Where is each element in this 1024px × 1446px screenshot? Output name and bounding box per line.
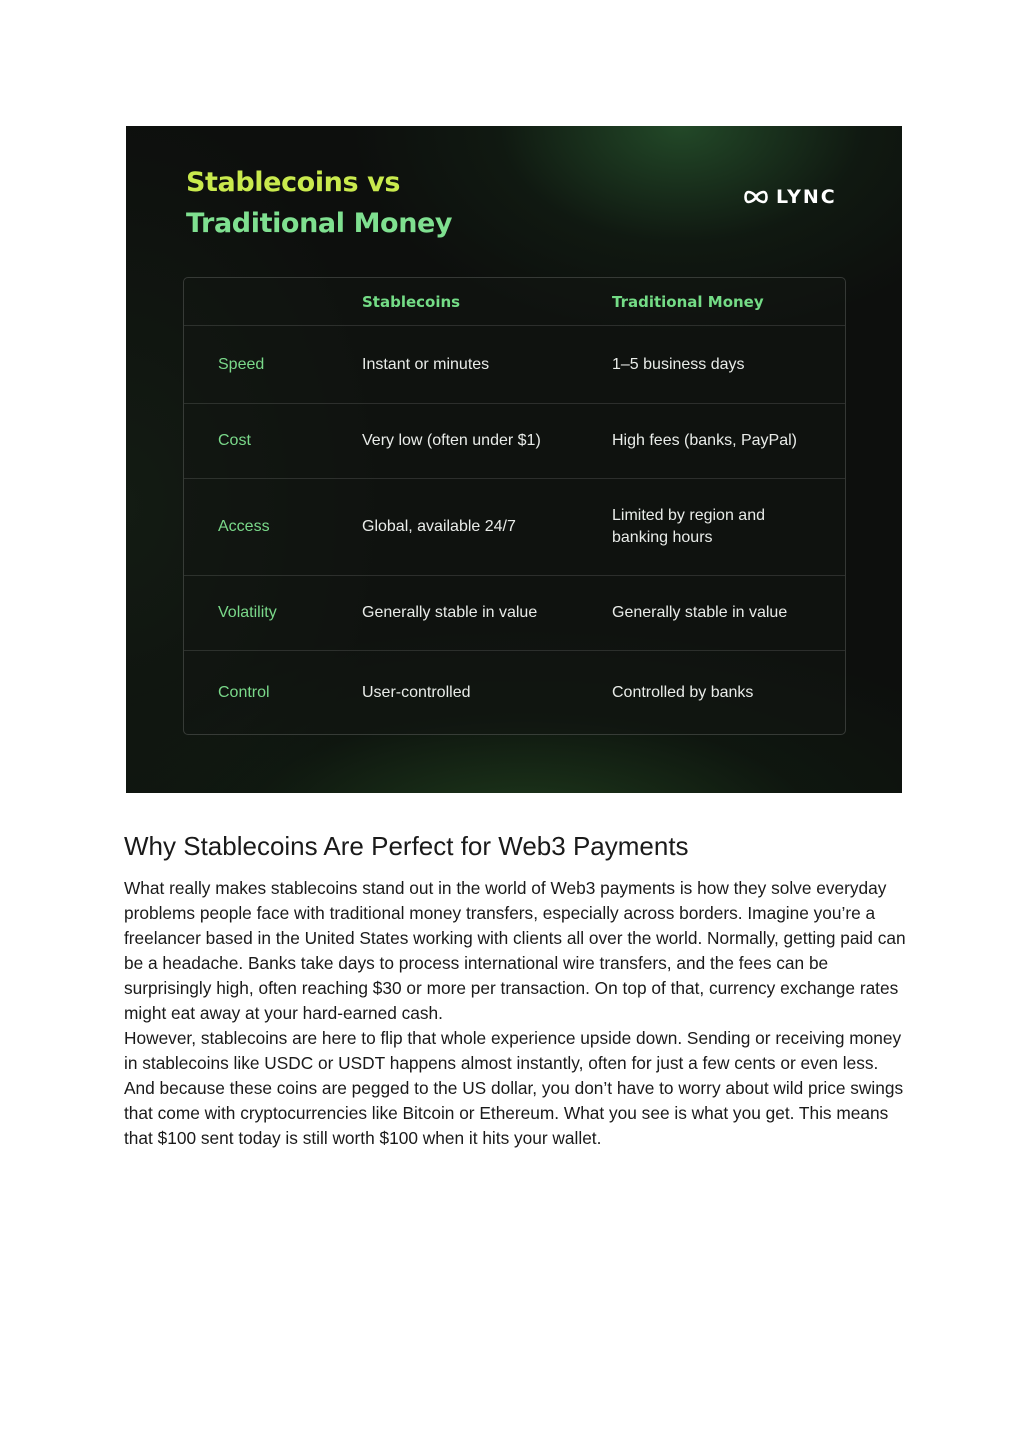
paragraph: What really makes stablecoins stand out in the world of Web3 payments is how they solve everyday problems people face with traditional money transfers, especially across borders. Imagine you’re a freelancer based in the United States working with clients all over the world. Normally, getting paid can be a headache. Banks take days to process international wire transfers, and the fees can be surprisingly high, often reaching $30 or more per transaction. On top of that, currency exchange rates might eat away at your hard-earned cash. (124, 878, 906, 1023)
paragraph: However, stablecoins are here to flip that whole experience upside down. Sending or receiving money in stablecoins like USDC or USDT happens almost instantly, often for just a few cents or even less. And because these coins are pegged to the US dollar, you don’t have to worry about wild price swings that come with cryptocurrencies like Bitcoin or Ethereum. What you see is what you get. This means that $100 sent today is still worth $100 when it hits your wallet. (124, 1028, 904, 1148)
traditional-cell: High fees (banks, PayPal) (612, 432, 797, 449)
table-header-row (184, 278, 845, 326)
stablecoins-cell: User-controlled (362, 683, 471, 701)
table-row (184, 479, 845, 576)
comparison-table (183, 277, 846, 735)
row-label: Access (218, 518, 270, 535)
row-label: Cost (218, 432, 251, 449)
table-row (184, 651, 845, 734)
row-label: Volatility (218, 604, 277, 621)
table-row (184, 404, 845, 479)
section-heading: Why Stablecoins Are Perfect for Web3 Payments (124, 831, 689, 861)
stablecoins-cell: Very low (often under $1) (362, 432, 541, 449)
infographic-title-line1: Stablecoins vs (186, 167, 401, 198)
traditional-cell: Limited by region and banking hours (612, 507, 765, 546)
header-stablecoins: Stablecoins (362, 292, 461, 311)
traditional-cell: 1–5 business days (612, 355, 745, 373)
traditional-cell: Controlled by banks (612, 683, 754, 701)
lync-logo (744, 186, 837, 208)
header-traditional-money: Traditional Money (612, 292, 764, 311)
stablecoins-infographic (126, 126, 902, 793)
stablecoins-cell: Generally stable in value (362, 604, 538, 621)
infographic-title-line2: Traditional Money (186, 208, 453, 239)
table-row (184, 326, 845, 404)
article-body (124, 876, 906, 1151)
infinity-icon (744, 189, 768, 205)
stablecoins-cell: Instant or minutes (362, 355, 490, 373)
infographic-title (186, 162, 452, 244)
table-row (184, 576, 845, 651)
row-label: Control (218, 683, 270, 701)
stablecoins-cell: Global, available 24/7 (362, 518, 516, 535)
row-label: Speed (218, 355, 265, 373)
logo-wordmark: LYNC (776, 186, 837, 208)
traditional-cell: Generally stable in value (612, 604, 788, 621)
